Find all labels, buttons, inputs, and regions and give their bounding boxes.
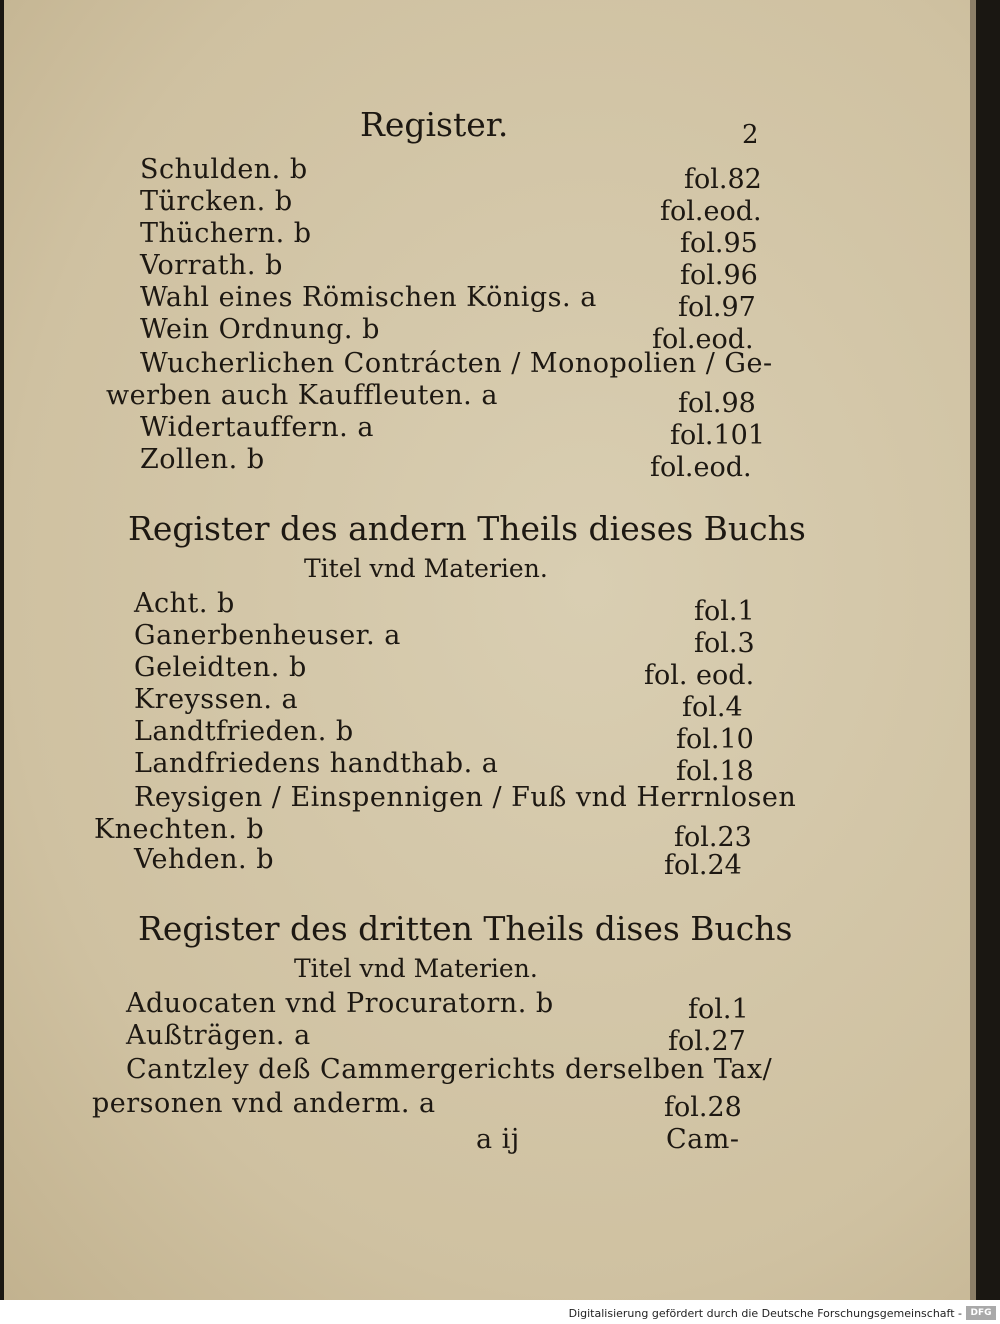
index-entry: werben auch Kauffleuten. a — [106, 380, 498, 411]
folio-ref: fol.4 — [682, 692, 743, 723]
index-entry: Cantzley deß Cammergerichts derselben Tax/ — [126, 1054, 773, 1085]
index-entry: Widertauffern. a — [140, 412, 374, 443]
index-entry: Vehden. b — [134, 844, 274, 875]
folio-ref: fol.98 — [678, 388, 756, 419]
signature-mark: a ij — [476, 1124, 520, 1155]
folio-ref: fol. eod. — [644, 660, 755, 691]
folio-ref: fol.101 — [670, 420, 766, 451]
index-entry: Vorrath. b — [140, 250, 283, 281]
catchword: Cam- — [666, 1124, 740, 1155]
section-subheading: Titel vnd Materien. — [304, 554, 548, 583]
folio-ref: fol.28 — [664, 1092, 742, 1123]
index-entry: Reysigen / Einspennigen / Fuß vnd Herrnlosen — [134, 782, 797, 813]
folio-ref: fol.97 — [678, 292, 756, 323]
digitization-footer — [0, 1302, 1000, 1324]
folio-ref: fol.eod. — [660, 196, 762, 227]
index-entry: Landtfrieden. b — [134, 716, 354, 747]
section-heading: Register des andern Theils dieses Buchs — [128, 509, 806, 548]
page-number: 2 — [742, 120, 759, 150]
page-edge — [970, 0, 976, 1300]
index-entry: Landfriedens handthab. a — [134, 748, 499, 779]
folio-ref: fol.3 — [694, 628, 755, 659]
index-entry: Wahl eines Römischen Königs. a — [140, 282, 597, 313]
section-heading: Register des dritten Theils dises Buchs — [138, 909, 793, 948]
folio-ref: fol.10 — [676, 724, 754, 755]
index-entry: Geleidten. b — [134, 652, 307, 683]
folio-ref: fol.95 — [680, 228, 758, 259]
index-entry: Ganerbenheuser. a — [134, 620, 401, 651]
index-entry: personen vnd anderm. a — [92, 1088, 436, 1119]
index-entry: Aduocaten vnd Procuratorn. b — [126, 988, 554, 1019]
folio-ref: fol.eod. — [650, 452, 752, 483]
index-entry: Thüchern. b — [140, 218, 312, 249]
dfg-logo: DFG — [966, 1306, 996, 1320]
index-entry: Außträgen. a — [126, 1020, 311, 1051]
folio-ref: fol.eod. — [652, 324, 754, 355]
folio-ref: fol.1 — [688, 994, 749, 1025]
folio-ref: fol.1 — [694, 596, 755, 627]
folio-ref: fol.23 — [674, 822, 752, 853]
folio-ref: fol.24 — [664, 850, 742, 881]
folio-ref: fol.27 — [668, 1026, 746, 1057]
index-entry: Türcken. b — [140, 186, 293, 217]
index-entry: Knechten. b — [94, 814, 265, 845]
section-subheading: Titel vnd Materien. — [294, 954, 538, 983]
footer-credit: Digitalisierung gefördert durch die Deutsche Forschungsgemeinschaft - — [568, 1307, 962, 1320]
folio-ref: fol.96 — [680, 260, 758, 291]
folio-ref: fol.18 — [676, 756, 754, 787]
index-entry: Kreyssen. a — [134, 684, 299, 715]
index-entry: Schulden. b — [140, 154, 308, 185]
index-entry: Acht. b — [134, 588, 235, 619]
book-page — [4, 0, 976, 1300]
index-entry: Wein Ordnung. b — [140, 314, 380, 345]
running-title: Register. — [360, 105, 509, 144]
folio-ref: fol.82 — [684, 164, 762, 195]
index-entry: Wucherlichen Contrácten / Monopolien / Ge- — [140, 348, 773, 379]
index-entry: Zollen. b — [140, 444, 265, 475]
